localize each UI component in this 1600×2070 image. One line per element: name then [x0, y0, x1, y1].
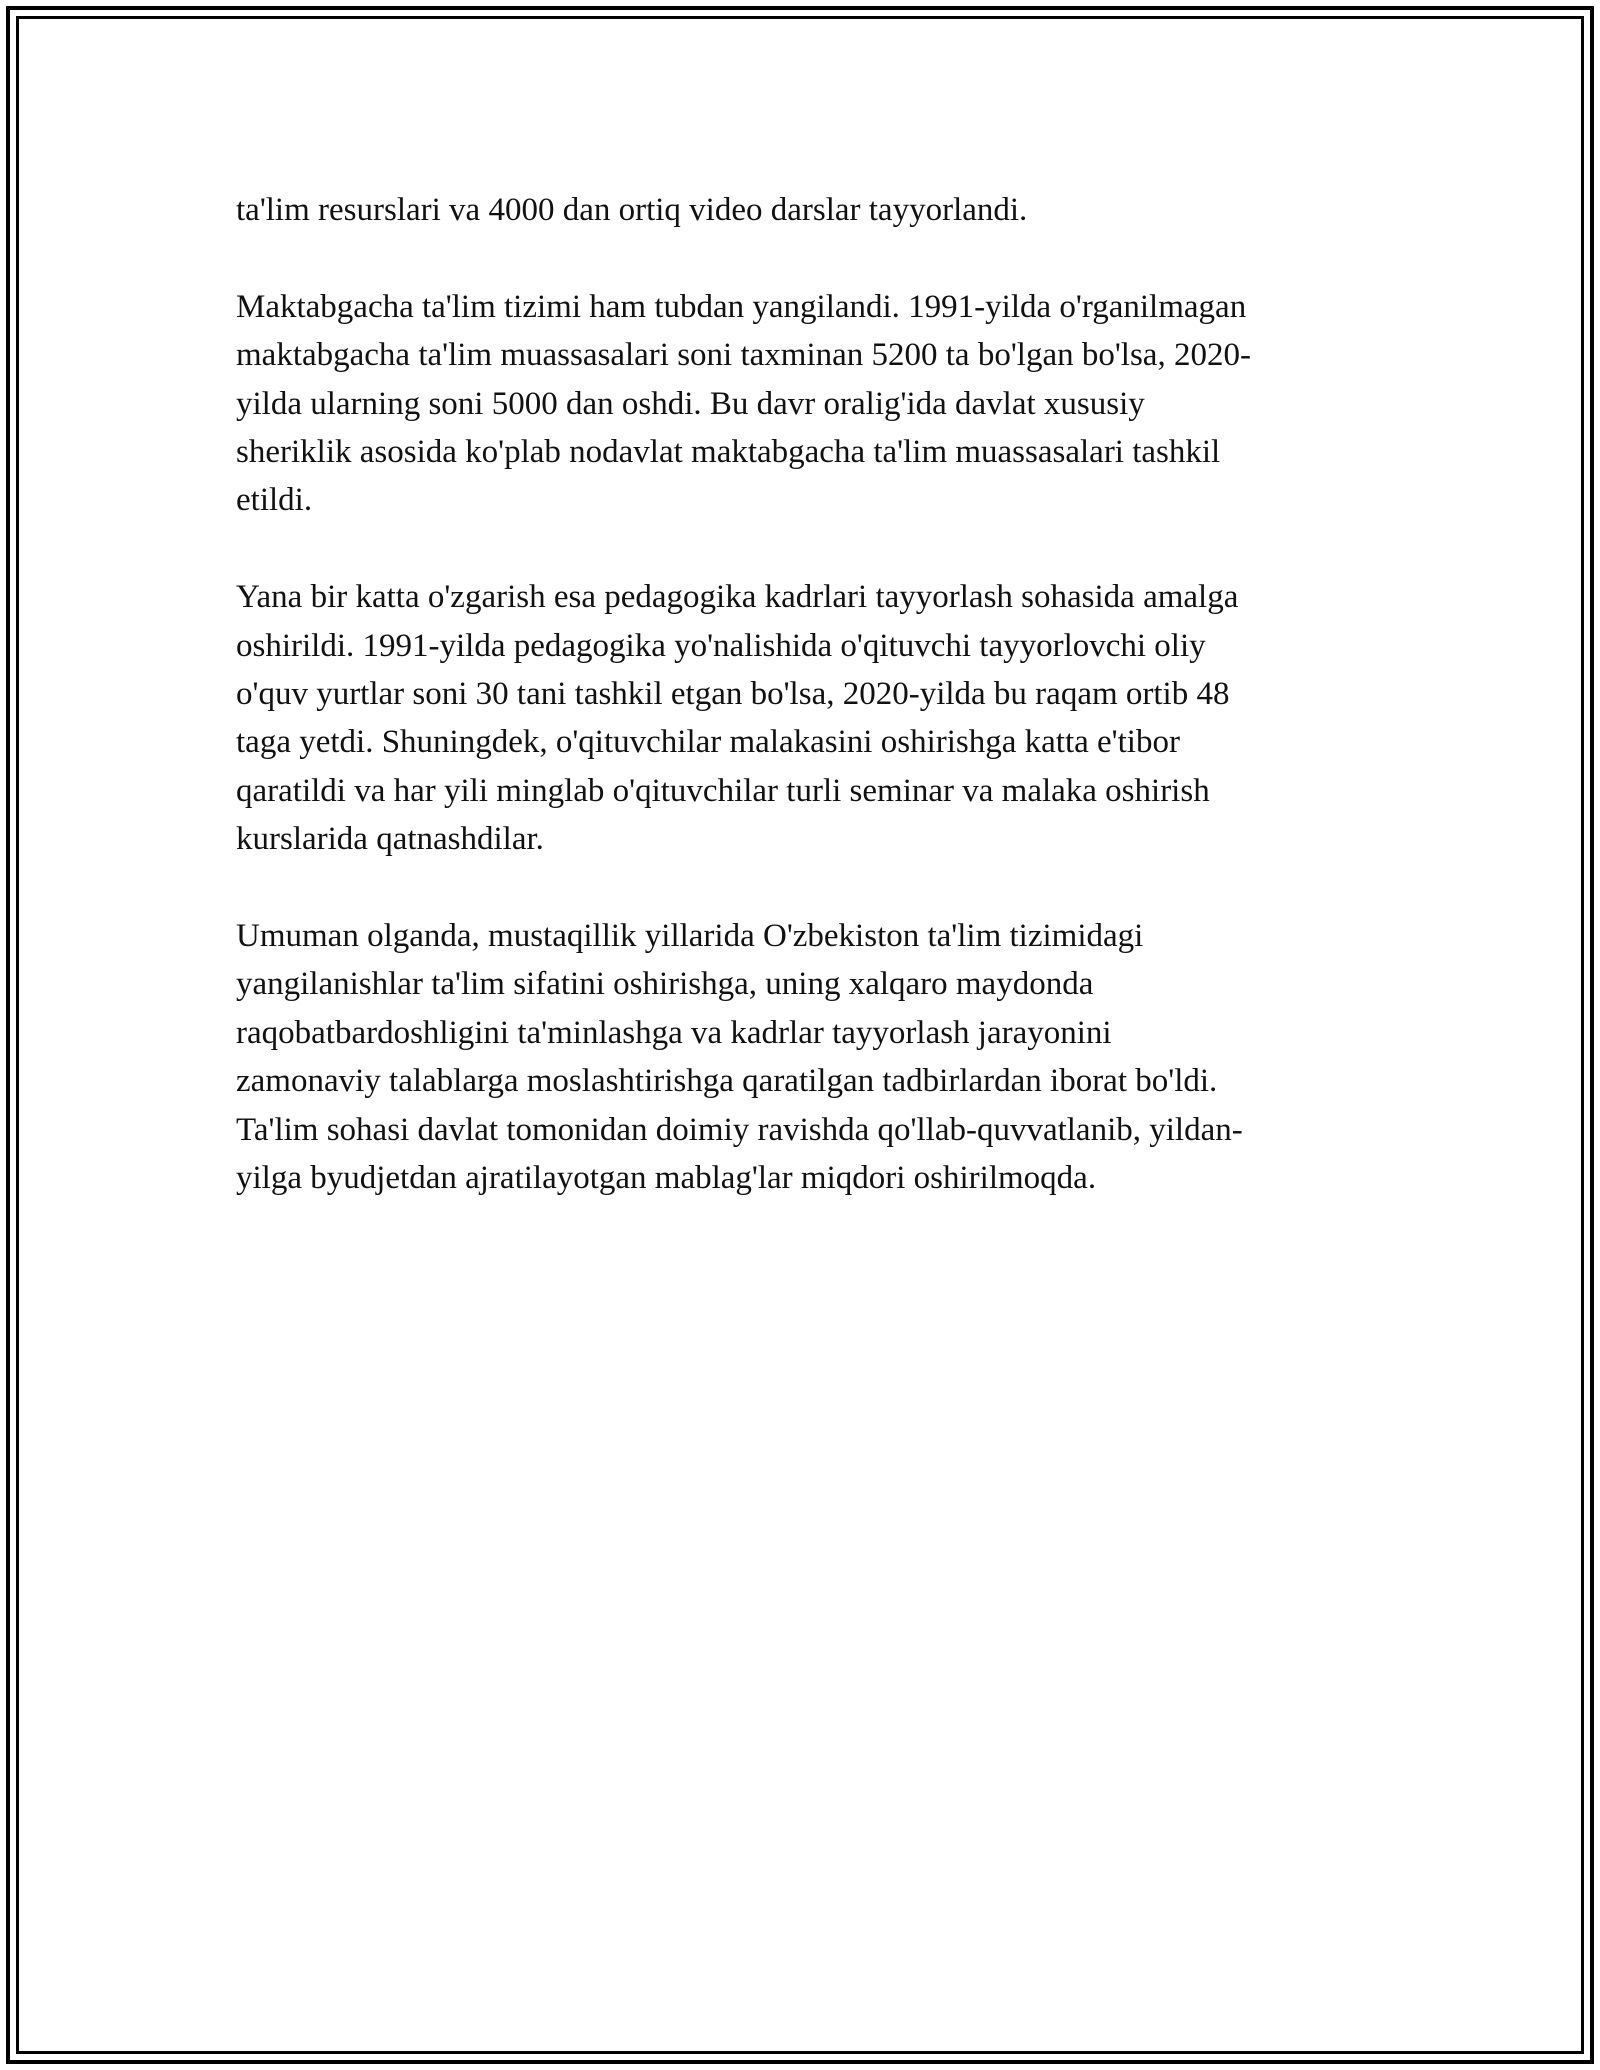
paragraph-continuation: ta'lim resurslari va 4000 dan ortiq video darslar tayyorlandi. [236, 192, 1028, 228]
paragraph-conclusion: Umuman olganda, mustaqillik yillarida O'zbekiston ta'lim tizimidagi yangilanishlar ta'lim sifatini oshirishga, uning xalqaro maydonda raqobatbardoshligini ta'minlashga va kadrlar tayyorlash jarayonini zamonaviy talablarga moslashtirishga qaratilgan tadbirlardan iborat bo'ldi. Ta'lim sohasi davlat tomonidan doimiy ravishda qo'llab-quvvatlanib, yildan- yilga byudjetdan ajratilayotgan mablag'lar miqdori oshirilmoqda. [236, 918, 1243, 1197]
paragraph-teacher-training: Yana bir katta o'zgarish esa pedagogika kadrlari tayyorlash sohasida amalga oshirildi. 1991-yilda pedagogika yo'nalishida o'qituvchi tayyorlovchi oliy o'quv yurtlar soni 30 tani tashkil etgan bo'lsa, 2020-yilda bu raqam ortib 48 taga yetdi. Shuningdek, o'qituvchilar malakasini oshirishga katta e'tibor qaratildi va har yili minglab o'qituvchilar turli seminar va malaka oshirish kurslarida qatnashdilar. [236, 579, 1239, 858]
paragraph-preschool-education: Maktabgacha ta'lim tizimi ham tubdan yangilandi. 1991-yilda o'rganilmagan maktabgacha ta'lim muassasalari soni taxminan 5200 ta bo'lgan bo'lsa, 2020- yilda ularning soni 5000 dan oshdi. Bu davr oralig'ida davlat xususiy sheriklik asosida ko'plab nodavlat maktabgacha ta'lim muassasalari tashkil etildi. [236, 288, 1251, 519]
document-body [236, 186, 1366, 1251]
